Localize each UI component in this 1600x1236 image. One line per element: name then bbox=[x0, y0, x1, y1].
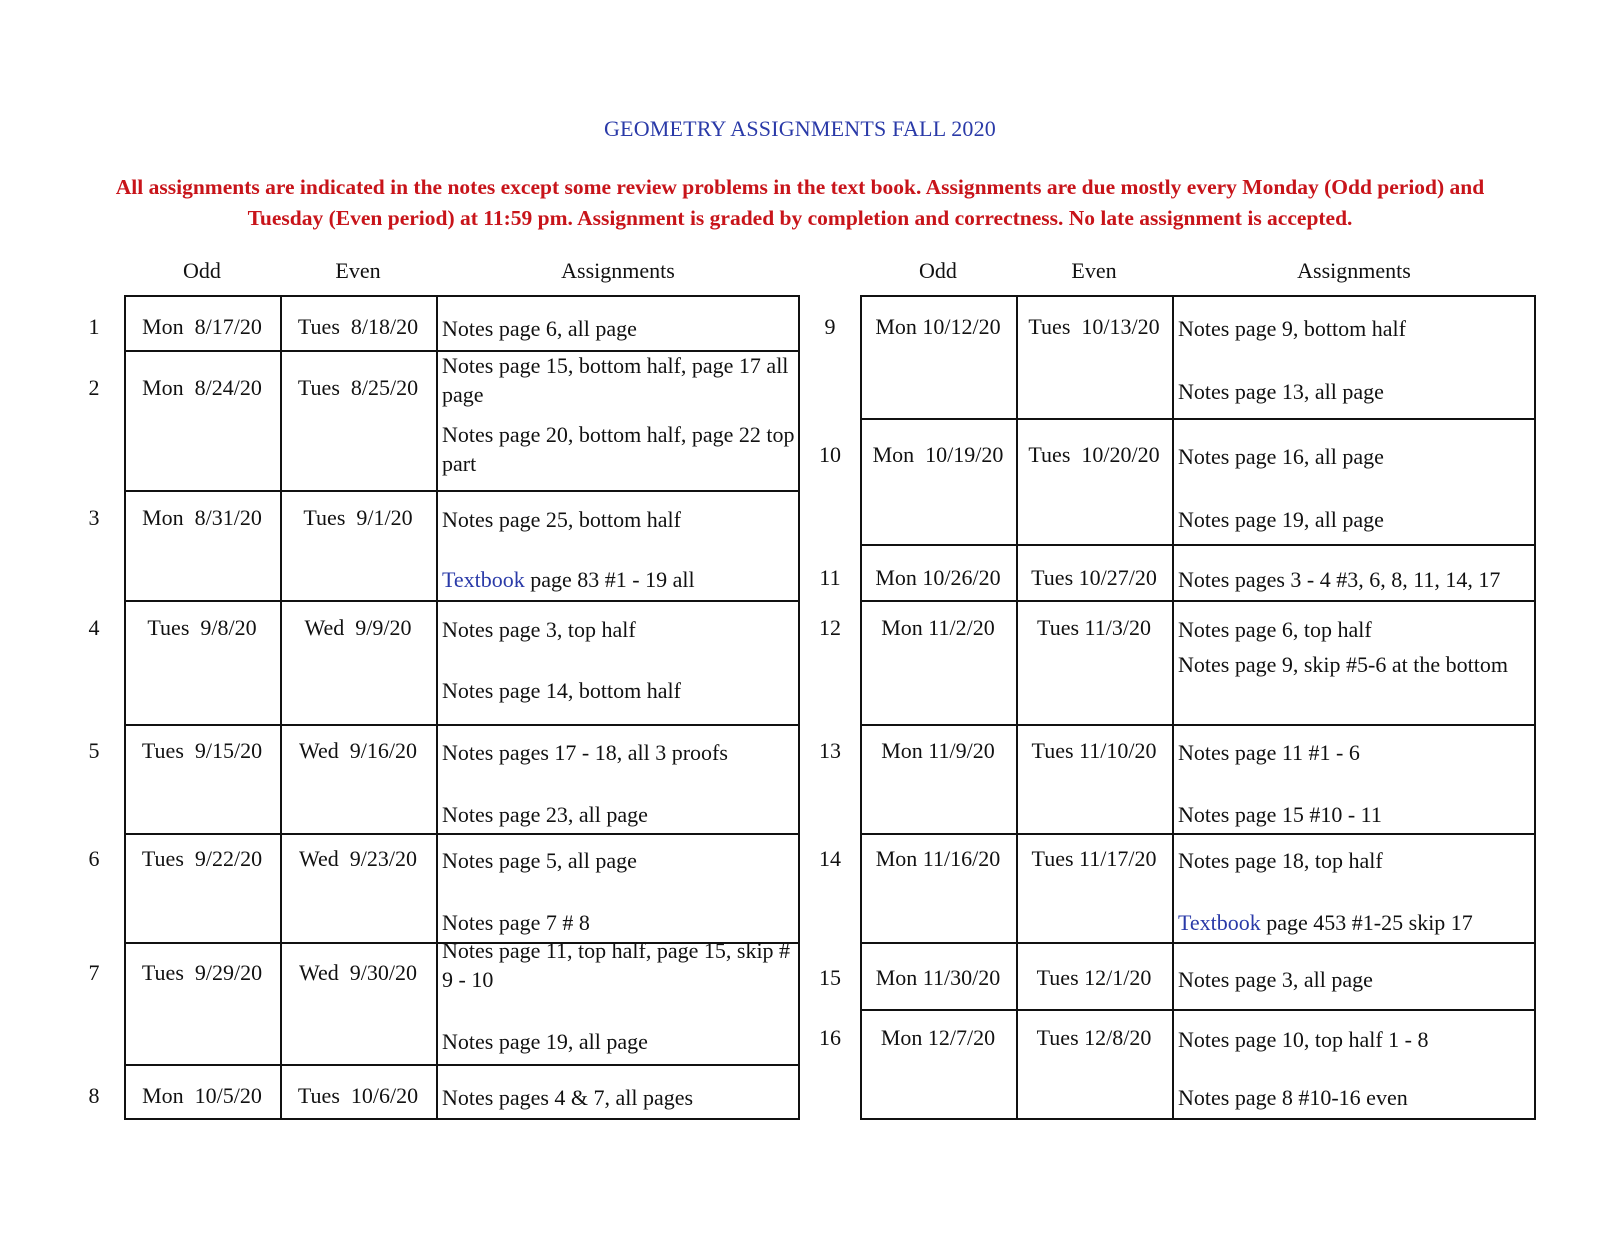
right-even-date: Tues 11/10/20 bbox=[1031, 738, 1157, 763]
right-row-divider bbox=[860, 724, 1536, 726]
right-odd-date: Mon 12/7/20 bbox=[880, 1025, 996, 1050]
left-even-date: Tues 10/6/20 bbox=[297, 1083, 419, 1108]
right-row-number: 9 bbox=[824, 314, 836, 339]
right-even-date: Tues 10/27/20 bbox=[1031, 565, 1157, 590]
left-odd-date: Mon 8/17/20 bbox=[142, 314, 262, 339]
left-column-divider bbox=[280, 295, 282, 1120]
right-assignment: Notes page 19, all page bbox=[1178, 507, 1384, 532]
left-header-odd: Odd bbox=[183, 258, 221, 283]
right-assignment: Notes pages 3 - 4 #3, 6, 8, 11, 14, 17 bbox=[1178, 567, 1501, 592]
right-even-date: Tues 10/13/20 bbox=[1028, 314, 1160, 339]
right-row-divider bbox=[860, 544, 1536, 546]
right-assignment: Notes page 10, top half 1 - 8 bbox=[1178, 1027, 1429, 1052]
right-odd-date: Mon 10/12/20 bbox=[875, 314, 1001, 339]
left-row-number: 4 bbox=[88, 615, 100, 640]
left-row-number: 6 bbox=[88, 846, 100, 871]
left-assignment: Notes page 19, all page bbox=[442, 1029, 648, 1054]
textbook-link[interactable]: Textbook bbox=[1178, 910, 1261, 935]
left-odd-date: Tues 9/29/20 bbox=[141, 960, 263, 985]
left-even-date: Tues 8/25/20 bbox=[297, 375, 419, 400]
right-row-divider bbox=[860, 418, 1536, 420]
left-row-divider bbox=[124, 490, 800, 492]
right-assignment: Notes page 9, bottom half bbox=[1178, 316, 1406, 341]
left-row-divider bbox=[124, 833, 800, 835]
right-even-date: Tues 11/3/20 bbox=[1037, 615, 1151, 640]
right-row-number: 13 bbox=[819, 738, 841, 763]
right-header-assignments: Assignments bbox=[1297, 258, 1411, 283]
right-row-number: 12 bbox=[819, 615, 841, 640]
page-title: GEOMETRY ASSIGNMENTS FALL 2020 bbox=[603, 116, 997, 141]
right-odd-date: Mon 10/26/20 bbox=[875, 565, 1001, 590]
left-assignment: Notes page 5, all page bbox=[442, 848, 637, 873]
left-assignment: Notes page 11, top half, page 15, skip # 9 - 10 bbox=[442, 938, 791, 992]
right-assignment: Notes page 13, all page bbox=[1178, 379, 1384, 404]
left-even-date: Wed 9/9/20 bbox=[304, 615, 412, 640]
left-assignment: Notes pages 17 - 18, all 3 proofs bbox=[442, 740, 728, 765]
left-even-date: Tues 9/1/20 bbox=[303, 505, 413, 530]
right-assignment: Notes page 18, top half bbox=[1178, 848, 1383, 873]
right-row-number: 14 bbox=[819, 846, 841, 871]
right-assignment: Notes page 6, top half bbox=[1178, 617, 1372, 642]
left-assignment: Notes page 15, bottom half, page 17 all page bbox=[442, 353, 789, 407]
left-even-date: Tues 8/18/20 bbox=[297, 314, 419, 339]
right-even-date: Tues 11/17/20 bbox=[1031, 846, 1157, 871]
right-row-number: 15 bbox=[819, 965, 841, 990]
left-row-number: 2 bbox=[88, 375, 100, 400]
left-assignment: Notes page 7 # 8 bbox=[442, 910, 590, 935]
left-row-number: 5 bbox=[88, 738, 100, 763]
right-assignment: Notes page 16, all page bbox=[1178, 444, 1384, 469]
left-even-date: Wed 9/23/20 bbox=[299, 846, 417, 871]
right-row-number: 10 bbox=[819, 442, 841, 467]
left-column-divider bbox=[436, 295, 438, 1120]
left-even-date: Wed 9/16/20 bbox=[299, 738, 417, 763]
left-row-divider bbox=[124, 600, 800, 602]
left-odd-date: Tues 9/22/20 bbox=[141, 846, 263, 871]
left-odd-date: Tues 9/15/20 bbox=[141, 738, 263, 763]
right-row-divider bbox=[860, 1009, 1536, 1011]
left-assignment: Notes page 3, top half bbox=[442, 617, 636, 642]
left-assignment: Notes page 14, bottom half bbox=[442, 678, 681, 703]
left-odd-date: Mon 10/5/20 bbox=[142, 1083, 262, 1108]
left-assignment: Notes page 6, all page bbox=[442, 316, 637, 341]
right-even-date: Tues 12/1/20 bbox=[1036, 965, 1152, 990]
right-row-divider bbox=[860, 833, 1536, 835]
right-assignment: Notes page 11 #1 - 6 bbox=[1178, 740, 1360, 765]
left-even-date: Wed 9/30/20 bbox=[299, 960, 417, 985]
right-header-odd: Odd bbox=[919, 258, 957, 283]
right-odd-date: Mon 11/16/20 bbox=[875, 846, 1001, 871]
right-odd-date: Mon 10/19/20 bbox=[872, 442, 1004, 467]
left-assignment: Notes page 23, all page bbox=[442, 802, 648, 827]
right-even-date: Tues 12/8/20 bbox=[1036, 1025, 1152, 1050]
left-row-number: 7 bbox=[88, 960, 100, 985]
right-row-divider bbox=[860, 942, 1536, 944]
right-assignment: Notes page 3, all page bbox=[1178, 967, 1373, 992]
left-row-number: 8 bbox=[88, 1083, 100, 1108]
right-row-divider bbox=[860, 600, 1536, 602]
left-assignment: Notes page 20, bottom half, page 22 top part bbox=[442, 422, 795, 476]
right-odd-date: Mon 11/2/20 bbox=[881, 615, 995, 640]
left-header-assignments: Assignments bbox=[561, 258, 675, 283]
right-assignment bbox=[1178, 908, 1532, 937]
left-row-divider bbox=[124, 1064, 800, 1066]
left-odd-date: Mon 8/31/20 bbox=[142, 505, 262, 530]
right-even-date: Tues 10/20/20 bbox=[1028, 442, 1160, 467]
textbook-link[interactable]: Textbook bbox=[442, 567, 525, 592]
right-row-number: 16 bbox=[819, 1025, 841, 1050]
left-row-divider bbox=[124, 724, 800, 726]
right-assignment: Notes page 9, skip #5-6 at the bottom bbox=[1178, 652, 1508, 677]
left-assignment: Notes pages 4 & 7, all pages bbox=[442, 1085, 694, 1110]
right-row-number: 11 bbox=[819, 565, 841, 590]
left-assignment: Notes page 25, bottom half bbox=[442, 507, 681, 532]
left-assignment bbox=[442, 565, 796, 594]
assignment-detail: page 83 #1 - 19 all bbox=[524, 567, 695, 592]
left-row-number: 1 bbox=[88, 314, 100, 339]
instructions-text: All assignments are indicated in the notes except some review problems in the text book. Assignments are due mostly every Monday (Odd period) and Tuesday (Even period) at 11:59 pm. Assignment is graded by completion and correctness. No late assignment is accepted. bbox=[115, 175, 1485, 230]
right-header-even: Even bbox=[1071, 258, 1117, 283]
right-odd-date: Mon 11/9/20 bbox=[881, 738, 995, 763]
right-assignment: Notes page 8 #10-16 even bbox=[1178, 1085, 1408, 1110]
left-odd-date: Tues 9/8/20 bbox=[147, 615, 257, 640]
left-odd-date: Mon 8/24/20 bbox=[142, 375, 262, 400]
assignment-detail: page 453 #1-25 skip 17 bbox=[1260, 910, 1473, 935]
left-header-even: Even bbox=[335, 258, 381, 283]
right-assignment: Notes page 15 #10 - 11 bbox=[1178, 802, 1382, 827]
right-odd-date: Mon 11/30/20 bbox=[875, 965, 1001, 990]
left-table-border bbox=[124, 295, 800, 1120]
left-row-number: 3 bbox=[88, 505, 100, 530]
